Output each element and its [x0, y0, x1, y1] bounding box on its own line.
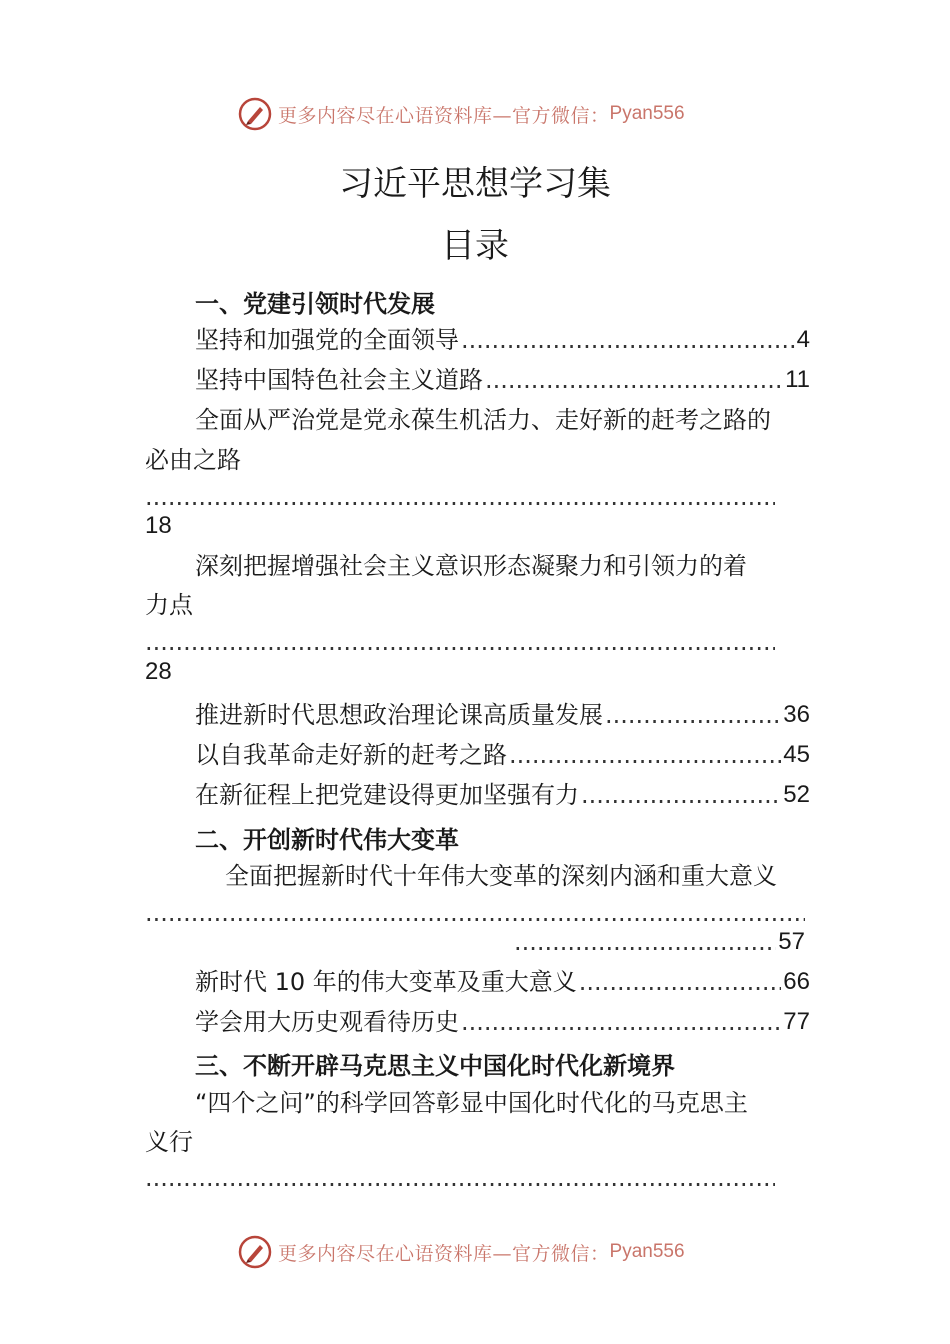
- toc-entry-page: 57: [778, 928, 805, 955]
- toc-entry-title-line2[interactable]: 义行: [145, 1128, 193, 1156]
- section-heading-2: 二、开创新时代伟大变革: [195, 826, 459, 854]
- leader-dots: [579, 962, 782, 1002]
- toc-entry-page: 18: [145, 512, 172, 539]
- section-heading-1: 一、党建引领时代发展: [195, 290, 435, 318]
- toc-entry-page: 36: [783, 701, 810, 728]
- toc-entry-title: 新时代 10 年的伟大变革及重大意义: [195, 968, 577, 996]
- pen-logo-icon: [238, 1235, 272, 1269]
- toc-entry-tail[interactable]: [512, 922, 805, 962]
- leader-dots: [514, 922, 776, 962]
- toc-entry-page: 4: [796, 326, 810, 353]
- leader-dots: [605, 695, 781, 735]
- toc-entry-page: 45: [783, 741, 810, 768]
- pen-logo-icon: [238, 97, 272, 131]
- toc-entry[interactable]: [195, 360, 810, 400]
- toc-entry-title-line2[interactable]: 力点: [145, 591, 193, 619]
- toc-entry-title: 坚持和加强党的全面领导: [195, 326, 459, 354]
- toc-entry-title-line2[interactable]: 必由之路: [145, 446, 241, 474]
- toc-entry-title: 以自我革命走好新的赶考之路: [195, 741, 507, 769]
- toc-entry-page: 52: [783, 781, 810, 808]
- leader-dots: [581, 775, 781, 815]
- watermark-text: 更多内容尽在心语资料库—官方微信：: [278, 104, 610, 127]
- watermark-banner-bottom: [238, 1232, 685, 1272]
- toc-entry-title-line1[interactable]: “四个之问”的科学回答彰显中国化时代化的马克思主: [195, 1089, 748, 1117]
- toc-entry[interactable]: [195, 962, 810, 1002]
- toc-heading: 目录: [441, 226, 509, 266]
- toc-entry-page: 28: [145, 658, 172, 685]
- toc-entry-title: 学会用大历史观看待历史: [195, 1008, 459, 1036]
- leader-dots: [145, 482, 775, 512]
- toc-entry-title: 推进新时代思想政治理论课高质量发展: [195, 701, 603, 729]
- watermark-wechat-id: Pyan556: [609, 1241, 685, 1262]
- toc-entry[interactable]: [195, 695, 810, 735]
- toc-entry[interactable]: [195, 735, 810, 775]
- watermark-wechat-id: Pyan556: [609, 103, 685, 124]
- toc-entry-title: 在新征程上把党建设得更加坚强有力: [195, 781, 579, 809]
- watermark-text: 更多内容尽在心语资料库—官方微信：: [278, 1242, 610, 1265]
- section-heading-3: 三、不断开辟马克思主义中国化时代化新境界: [195, 1052, 675, 1080]
- toc-entry[interactable]: [195, 1002, 810, 1042]
- toc-entry-page: 77: [783, 1008, 810, 1035]
- toc-entry-title: 坚持中国特色社会主义道路: [195, 366, 483, 394]
- document-title: 习近平思想学习集: [339, 164, 611, 204]
- toc-entry[interactable]: [195, 775, 810, 815]
- leader-dots: [145, 627, 775, 657]
- leader-dots: [145, 1163, 775, 1193]
- watermark-banner-top: [238, 94, 685, 134]
- toc-entry-title-line1[interactable]: 全面从严治党是党永葆生机活力、走好新的赶考之路的: [195, 406, 771, 434]
- toc-entry-page: 11: [785, 366, 810, 393]
- leader-dots: [461, 320, 795, 360]
- toc-entry-title[interactable]: 全面把握新时代十年伟大变革的深刻内涵和重大意义: [225, 862, 777, 890]
- toc-entry[interactable]: [195, 320, 810, 360]
- leader-dots: [461, 1002, 781, 1042]
- toc-entry-title-line1[interactable]: 深刻把握增强社会主义意识形态凝聚力和引领力的着: [195, 552, 747, 580]
- leader-dots: [509, 735, 781, 775]
- leader-dots: [485, 360, 783, 400]
- toc-entry-page: 66: [783, 968, 810, 995]
